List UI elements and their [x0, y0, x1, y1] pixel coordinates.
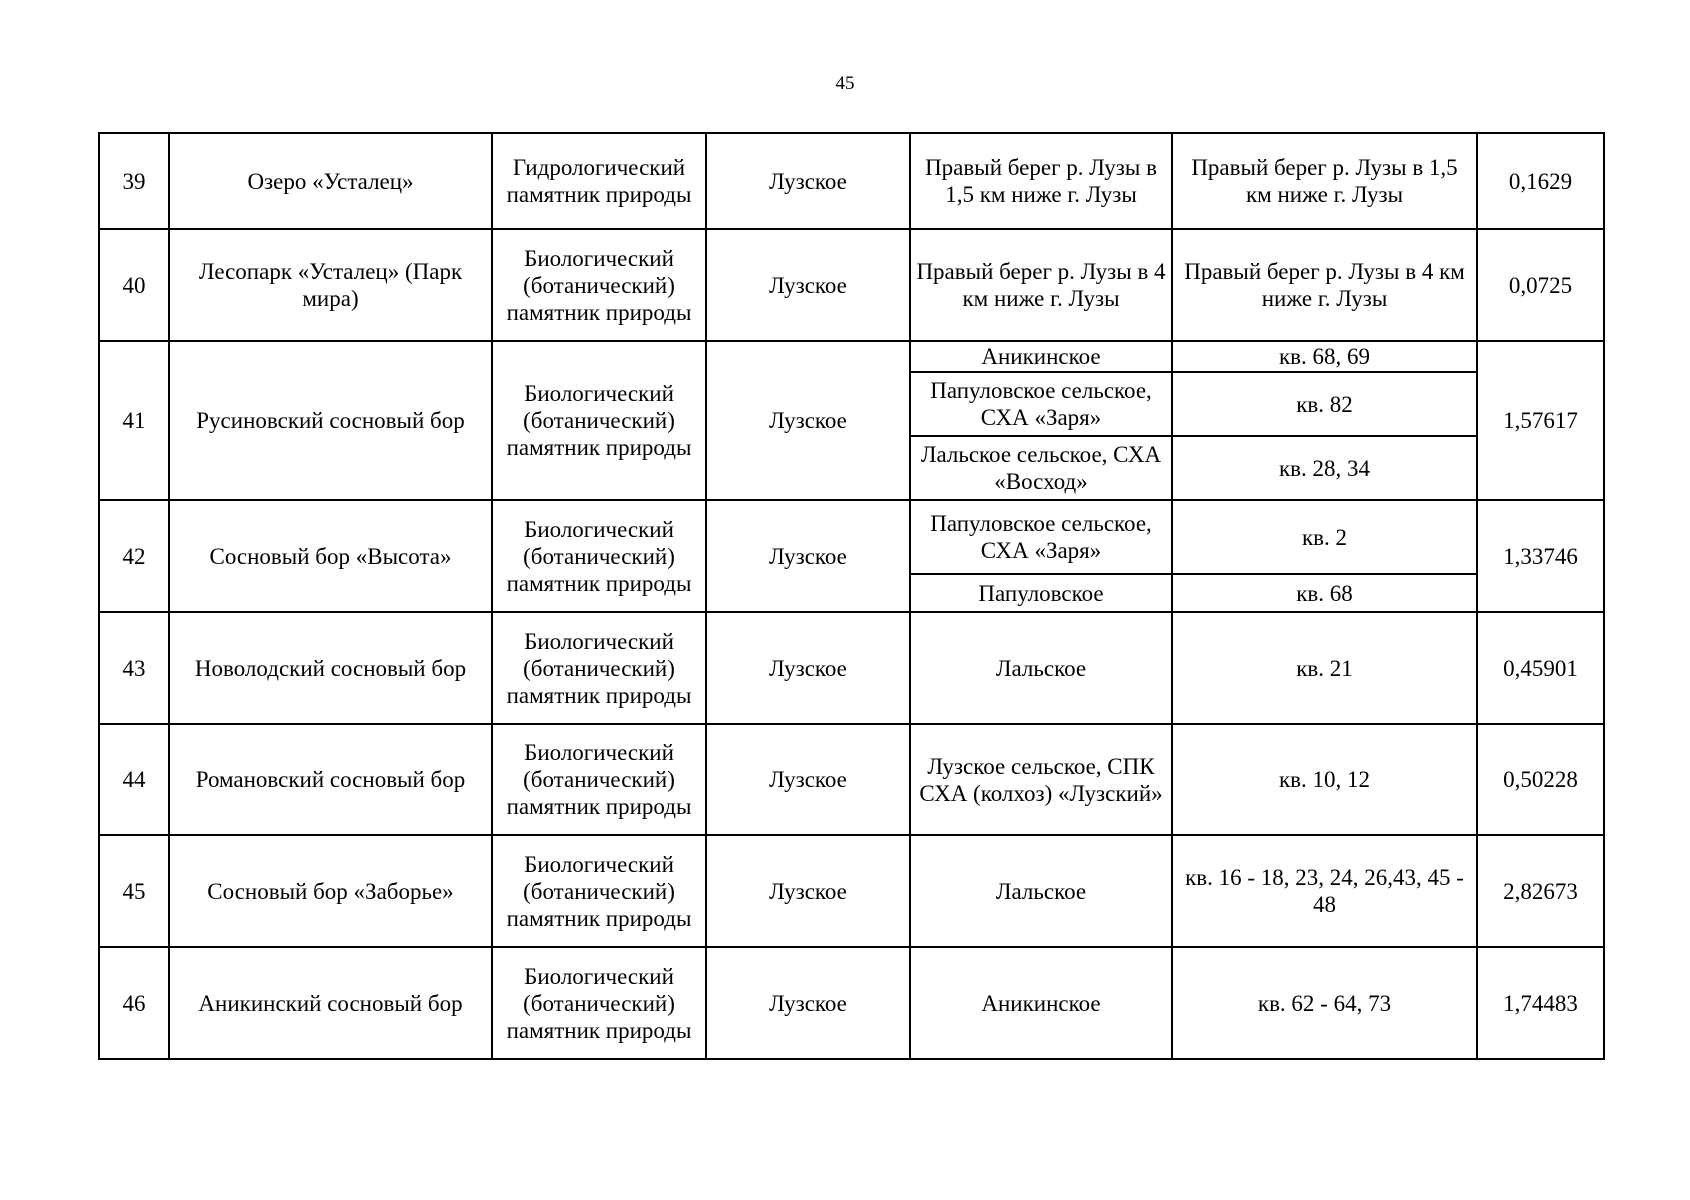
row-number: 41 [99, 341, 169, 500]
area: 0,45901 [1477, 612, 1604, 724]
table-row [99, 500, 1604, 574]
forestry: Лузское [706, 835, 910, 947]
table-row [99, 133, 1604, 229]
object-name: Русиновский сосновый бор [169, 341, 492, 500]
forestry: Лузское [706, 500, 910, 612]
location: Лальское сельское, СХА «Восход» [910, 436, 1172, 500]
object-name: Новолодский сосновый бор [169, 612, 492, 724]
quarters: кв. 2 [1172, 500, 1477, 574]
forestry: Лузское [706, 947, 910, 1059]
object-name: Романовский сосновый бор [169, 724, 492, 835]
forestry: Лузское [706, 612, 910, 724]
location: Аникинское [910, 947, 1172, 1059]
object-type: Биологический (ботанический) памятник природы [492, 500, 706, 612]
object-type: Биологический (ботанический) памятник природы [492, 612, 706, 724]
location: Правый берег р. Лузы в 1,5 км ниже г. Лузы [910, 133, 1172, 229]
object-name: Озеро «Усталец» [169, 133, 492, 229]
row-number: 42 [99, 500, 169, 612]
area: 1,57617 [1477, 341, 1604, 500]
location: Папуловское сельское, СХА «Заря» [910, 372, 1172, 436]
row-number: 45 [99, 835, 169, 947]
location: Лальское [910, 835, 1172, 947]
forestry: Лузское [706, 133, 910, 229]
table-row [99, 341, 1604, 372]
protected-areas-table [98, 132, 1605, 1060]
quarters: Правый берег р. Лузы в 1,5 км ниже г. Лузы [1172, 133, 1477, 229]
object-type: Биологический (ботанический) памятник природы [492, 724, 706, 835]
area: 2,82673 [1477, 835, 1604, 947]
object-name: Аникинский сосновый бор [169, 947, 492, 1059]
row-number: 46 [99, 947, 169, 1059]
table-row [99, 229, 1604, 341]
table-row [99, 724, 1604, 835]
quarters: кв. 68, 69 [1172, 341, 1477, 372]
quarters: кв. 82 [1172, 372, 1477, 436]
location: Папуловское [910, 574, 1172, 612]
quarters: кв. 28, 34 [1172, 436, 1477, 500]
area: 1,74483 [1477, 947, 1604, 1059]
quarters: кв. 10, 12 [1172, 724, 1477, 835]
row-number: 40 [99, 229, 169, 341]
object-type: Биологический (ботанический) памятник природы [492, 229, 706, 341]
quarters: кв. 68 [1172, 574, 1477, 612]
quarters: кв. 16 - 18, 23, 24, 26,43, 45 - 48 [1172, 835, 1477, 947]
object-type: Биологический (ботанический) памятник природы [492, 947, 706, 1059]
object-type: Гидрологический памятник природы [492, 133, 706, 229]
row-number: 43 [99, 612, 169, 724]
row-number: 44 [99, 724, 169, 835]
object-name: Лесопарк «Усталец» (Парк мира) [169, 229, 492, 341]
row-number: 39 [99, 133, 169, 229]
object-name: Сосновый бор «Заборье» [169, 835, 492, 947]
location: Лальское [910, 612, 1172, 724]
table-row [99, 612, 1604, 724]
table-row [99, 835, 1604, 947]
area: 0,1629 [1477, 133, 1604, 229]
location: Лузское сельское, СПК СХА (колхоз) «Лузский» [910, 724, 1172, 835]
quarters: кв. 62 - 64, 73 [1172, 947, 1477, 1059]
location: Папуловское сельское, СХА «Заря» [910, 500, 1172, 574]
location: Аникинское [910, 341, 1172, 372]
quarters: кв. 21 [1172, 612, 1477, 724]
object-type: Биологический (ботанический) памятник природы [492, 341, 706, 500]
object-type: Биологический (ботанический) памятник природы [492, 835, 706, 947]
object-name: Сосновый бор «Высота» [169, 500, 492, 612]
forestry: Лузское [706, 229, 910, 341]
forestry: Лузское [706, 341, 910, 500]
area: 0,50228 [1477, 724, 1604, 835]
page-number: 45 [835, 73, 855, 94]
quarters: Правый берег р. Лузы в 4 км ниже г. Лузы [1172, 229, 1477, 341]
area: 0,0725 [1477, 229, 1604, 341]
location: Правый берег р. Лузы в 4 км ниже г. Лузы [910, 229, 1172, 341]
table-row [99, 947, 1604, 1059]
area: 1,33746 [1477, 500, 1604, 612]
forestry: Лузское [706, 724, 910, 835]
